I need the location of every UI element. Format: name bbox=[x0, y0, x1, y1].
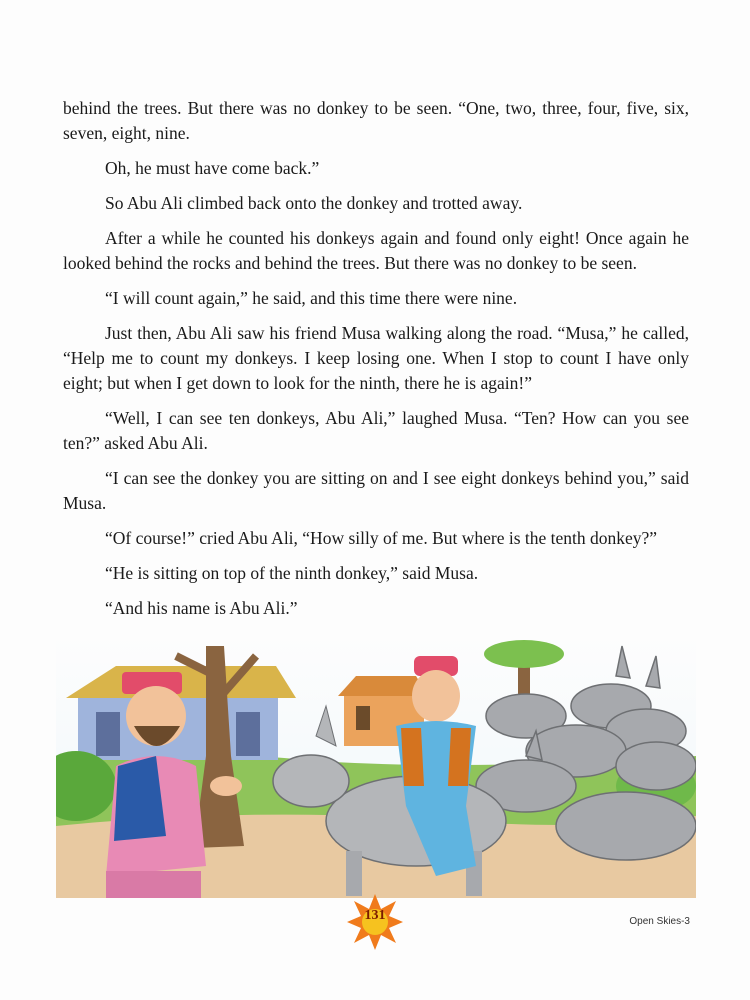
paragraph: behind the trees. But there was no donkey to be seen. “One, two, three, four, five, six, seven, eight, nine. bbox=[63, 98, 689, 143]
story-text bbox=[63, 96, 689, 631]
paragraph: “I will count again,” he said, and this time there were nine. bbox=[105, 288, 518, 308]
paragraph: After a while he counted his donkeys again and found only eight! Once again he looked behind the rocks and behind the trees. But there was no donkey to be seen. bbox=[63, 228, 689, 273]
paragraph: Just then, Abu Ali saw his friend Musa walking along the road. “Musa,” he called, “Help me to count my donkeys. I keep losing one. When I stop to count I have only eight; but when I get down to look for the ninth, there he is again!” bbox=[63, 323, 689, 393]
paragraph: So Abu Ali climbed back onto the donkey and trotted away. bbox=[105, 193, 523, 213]
paragraph: “I can see the donkey you are sitting on and I see eight donkeys behind you,” said Musa. bbox=[63, 468, 689, 513]
paragraph: “Of course!” cried Abu Ali, “How silly of me. But where is the tenth donkey?” bbox=[105, 528, 658, 548]
page-number: 131 bbox=[364, 908, 386, 923]
paragraph: “He is sitting on top of the ninth donkey,” said Musa. bbox=[105, 563, 479, 583]
paragraph: Oh, he must have come back.” bbox=[105, 158, 320, 178]
story-illustration bbox=[56, 636, 696, 898]
paragraph: “And his name is Abu Ali.” bbox=[105, 598, 298, 618]
book-title: Open Skies-3 bbox=[629, 916, 690, 927]
paragraph: “Well, I can see ten donkeys, Abu Ali,” laughed Musa. “Ten? How can you see ten?” asked Abu Ali. bbox=[63, 408, 689, 453]
